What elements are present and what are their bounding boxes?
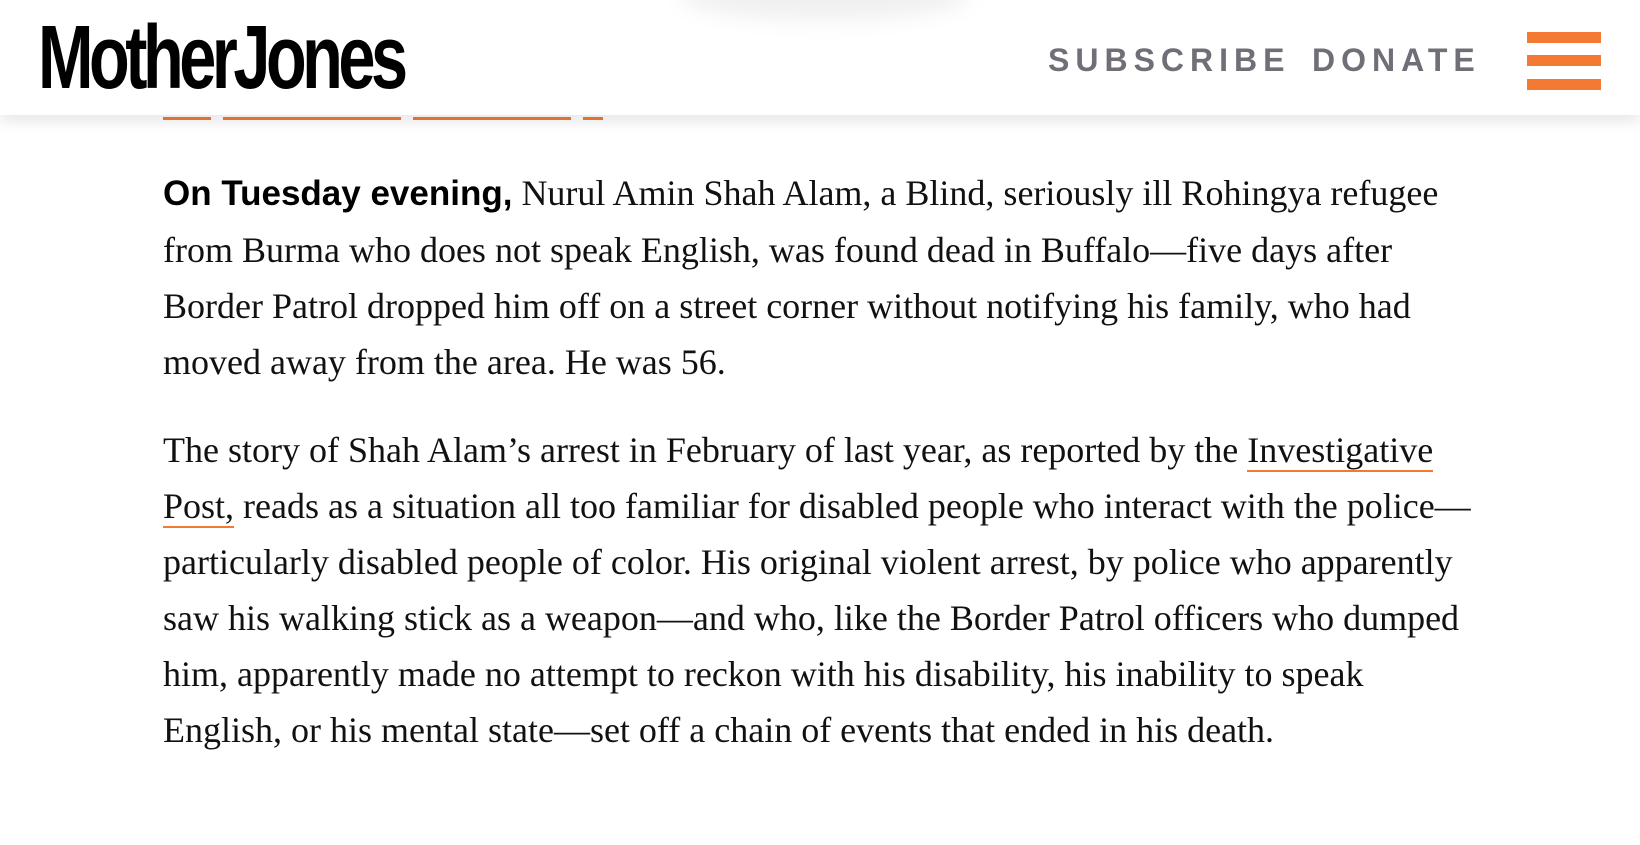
subscribe-link[interactable]: SUBSCRIBE: [1048, 42, 1291, 78]
link-underline: [223, 117, 401, 120]
menu-bar: [1527, 79, 1601, 90]
hamburger-menu-icon[interactable]: [1527, 32, 1601, 90]
link-underline: [413, 117, 571, 120]
menu-bar: [1527, 55, 1601, 66]
article-paragraph: [163, 422, 1473, 758]
article-body: [163, 165, 1473, 790]
paragraph-text: reads as a situation all too familiar for disabled people who interact with the police—particularly disabled people of color. His original violent arrest, by police who apparently saw his walking stick as a weapon—and who, like the Border Patrol officers who dumped him, apparently made no attempt to reckon with his disability, his inability to speak English, or his mental state—set off a chain of events that ended in his death.: [163, 486, 1471, 750]
lead-in: On Tuesday evening,: [163, 174, 513, 213]
previous-line-links: [163, 117, 603, 123]
link-underline: [163, 117, 211, 120]
link-underline: [583, 117, 603, 120]
menu-bar: [1527, 32, 1601, 43]
donate-link[interactable]: DONATE: [1312, 42, 1481, 78]
investigative-post-link[interactable]: Investigative Post,: [163, 430, 1434, 526]
paragraph-text: Nurul Amin Shah Alam, a Blind, seriously ill Rohingya refugee from Burma who does not speak English, was found dead in Buffalo—five days after Border Patrol dropped him off on a street corner without notifying his family, who had moved away from the area. He was 56.: [163, 173, 1439, 382]
mother-jones-logo[interactable]: MotherJones: [38, 8, 404, 108]
paragraph-text: The story of Shah Alam’s arrest in February of last year, as reported by the: [163, 430, 1239, 470]
article-paragraph: [163, 165, 1473, 390]
